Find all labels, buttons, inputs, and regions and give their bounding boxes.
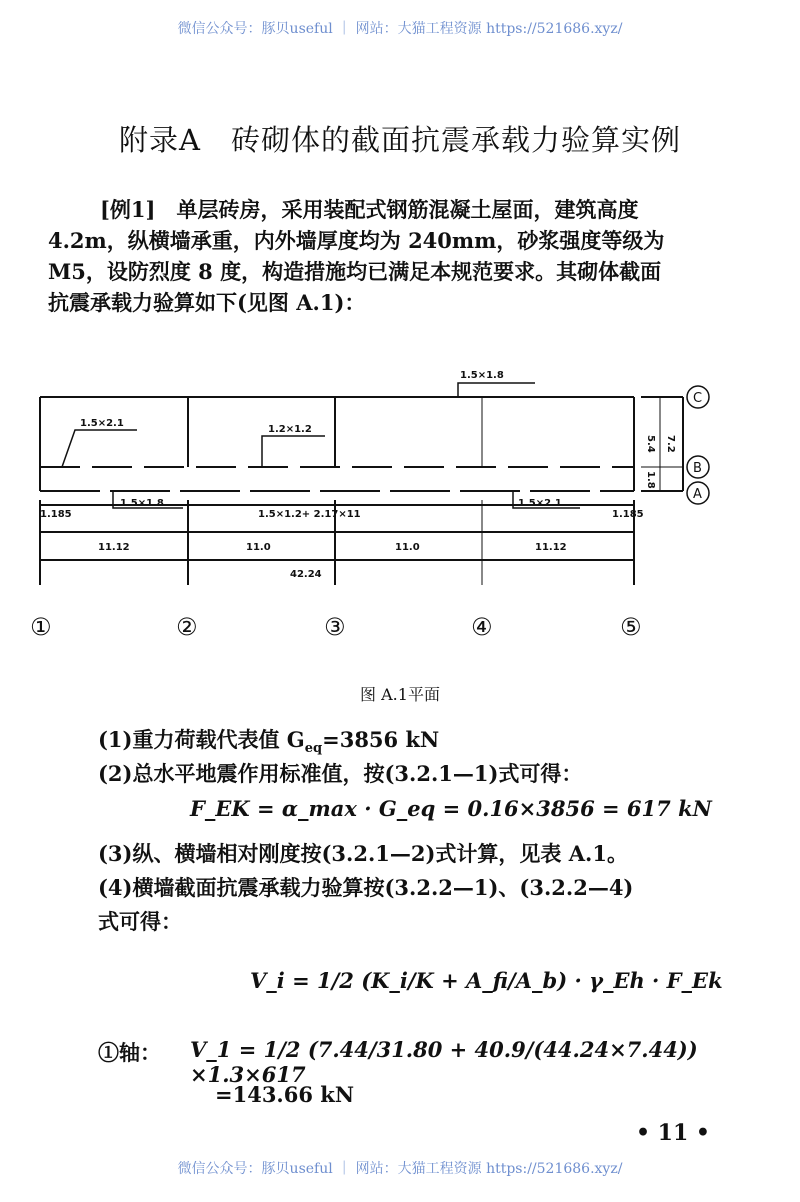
para-line: 4.2m，纵横墙承重，内外墙厚度均为 240mm，砂浆强度等级为 [48,228,665,253]
axis-4: ④ [471,613,493,641]
equation-v1-result: =143.66 kN [215,1082,355,1107]
side-dim: 1.8 [645,471,656,489]
end-dim: 1.185 [40,509,72,520]
opening-label: 1.5×1.8 [120,498,164,509]
watermark-top: 微信公众号：豚贝useful ｜ 网站：大猫工程资源 https://521686.xyz/ [177,21,623,37]
para-line: [例1] 单层砖房，采用装配式钢筋混凝土屋面，建筑高度 [100,197,639,222]
para-line: 抗震承载力验算如下(见图 A.1)： [48,290,366,315]
example-paragraph [48,194,748,318]
item-4: (4)横墙截面抗震承载力验算按(3.2.2—1)、(3.2.2—4) [98,875,634,900]
figure-caption: 图 A.1平面 [360,685,440,704]
side-dim: 5.4 [645,435,656,453]
item-1 [98,724,439,756]
total-dim: 42.24 [290,569,322,580]
side-dim: 7.2 [665,435,676,453]
item-1-value: =3856 kN [322,727,440,752]
axis-3: ③ [324,613,346,641]
opening-label: 1.5×1.2+ 2.17×11 [258,509,361,520]
item-4-cont: 式可得： [98,909,182,934]
page-title: 附录A 砖砌体的截面抗震承载力验算实例 [119,123,681,157]
bay-dim: 11.12 [535,542,567,553]
axis-1-label: ①轴： [98,1040,161,1065]
equation-vi: V_i = 1/2 (K_i/K + A_fi/A_b) · γ_Eh · F_Ek [250,968,723,993]
subscript: eq [304,741,323,757]
bay-dim: 11.0 [246,542,271,553]
opening-label: 1.5×1.8 [460,370,504,381]
equation-v1: V_1 = 1/2 (7.44/31.80 + 40.9/(44.24×7.44)) ×1.3×617 [190,1037,698,1087]
opening-label: 1.5×2.1 [80,418,124,429]
bay-dim: 11.12 [98,542,130,553]
axis-b: B [693,461,702,476]
bay-dim: 11.0 [395,542,420,553]
axis-1: ① [30,613,52,641]
axis-5: ⑤ [620,613,642,641]
page-number: • 11 • [635,1120,710,1146]
floor-plan-figure [0,355,800,655]
equation-fek: F_EK = α_max · G_eq = 0.16×3856 = 617 kN [190,796,712,821]
axis-2: ② [176,613,198,641]
axis-c: C [693,391,703,406]
axis-a: A [693,487,702,502]
opening-label: 1.5×2.1 [518,498,562,509]
opening-label: 1.2×1.2 [268,424,312,435]
item-2: (2)总水平地震作用标准值，按(3.2.1—1)式可得： [98,761,583,786]
watermark-bottom: 微信公众号：豚贝useful ｜ 网站：大猫工程资源 https://521686.xyz/ [177,1161,623,1177]
para-line: M5，设防烈度 8 度，构造措施均已满足本规范要求。其砌体截面 [48,259,662,284]
item-1-text: (1)重力荷载代表值 G [98,727,305,752]
item-3: (3)纵、横墙相对刚度按(3.2.1—2)式计算，见表 A.1。 [98,841,628,866]
end-dim: 1.185 [612,509,644,520]
